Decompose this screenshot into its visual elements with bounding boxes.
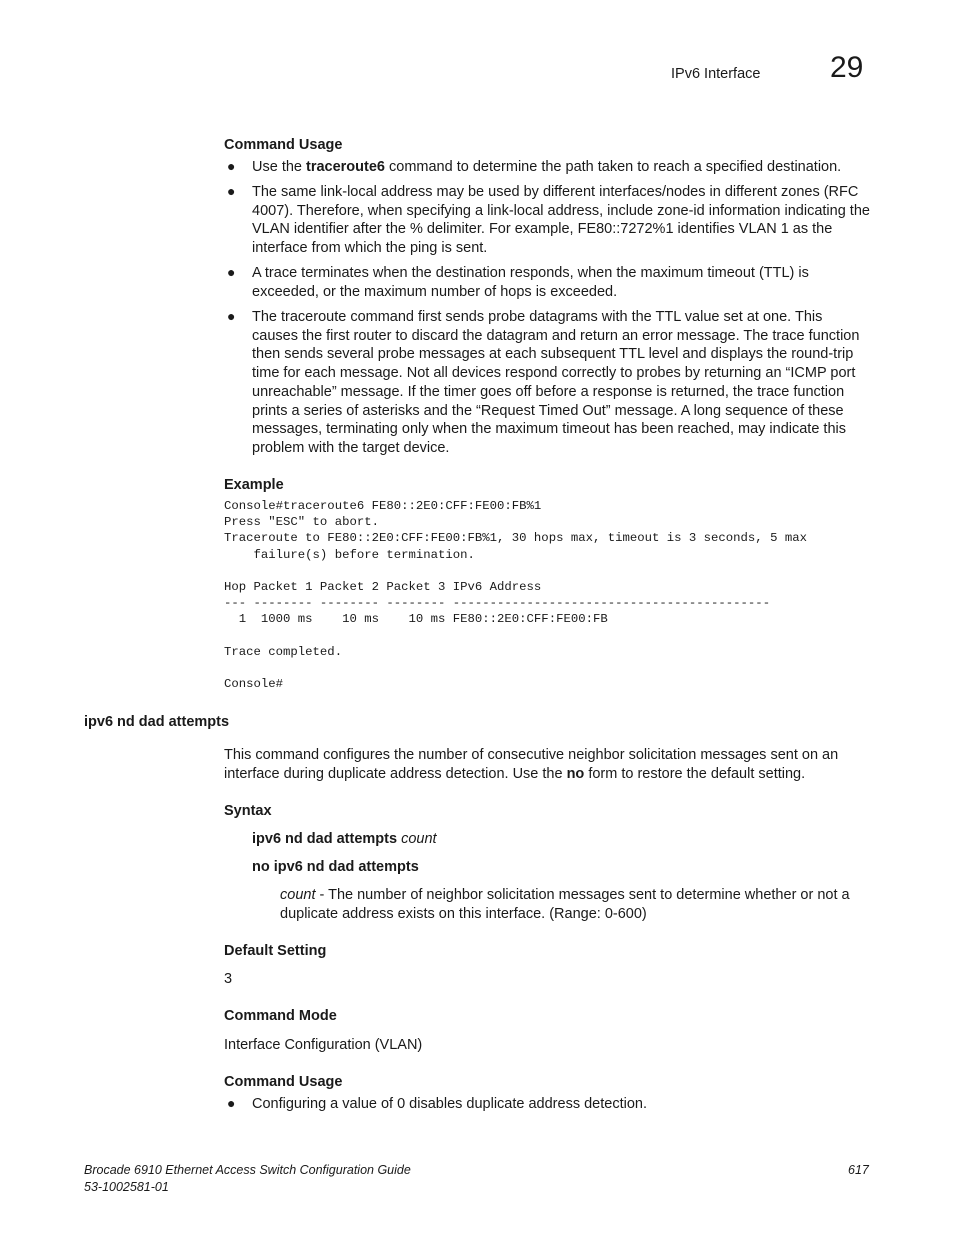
list-item: ● Use the traceroute6 command to determine the path taken to reach a specified destination. <box>227 158 842 175</box>
command-usage-heading: Command Usage <box>224 137 343 153</box>
list-item: ● Configuring a value of 0 disables duplicate address detection. <box>227 1095 647 1112</box>
section-heading: ipv6 nd dad attempts <box>84 714 230 730</box>
running-header-title: IPv6 Interface <box>671 66 761 82</box>
bullet-icon: ● <box>227 158 236 174</box>
syntax-line-no: no ipv6 nd dad attempts <box>252 859 419 875</box>
command-usage-heading-2: Command Usage <box>224 1074 343 1090</box>
default-setting-value: 3 <box>224 971 233 987</box>
chapter-number: 29 <box>830 51 864 84</box>
command-mode-value: Interface Configuration (VLAN) <box>224 1037 423 1053</box>
bullet-icon: ● <box>227 308 236 324</box>
list-item: ● A trace terminates when the destination responds, when the maximum timeout (TTL) is exceeded, or the maximum number of hops is exceeded. <box>227 264 809 300</box>
bullet-icon: ● <box>227 183 236 199</box>
command-description: This command configures the number of consecutive neighbor solicitation messages sent on an interface during duplicate address detection. Use the no form to restore the default setting. <box>224 747 839 782</box>
command-name: traceroute6 <box>306 159 385 175</box>
example-code-block: Console#traceroute6 FE80::2E0:CFF:FE00:FB%1 Press "ESC" to abort. Traceroute to FE80::2E0:CFF:FE00:FB%1, 30 hops max, timeout is 3 seconds, 5 max failure(s) before termination. Hop Packet 1 Packet 2 Packet 3 IPv6 Address --- -------- -------- -------- ------------------------------------------- 1 1000 ms 10 ms 10 ms FE80::2E0:CFF:FE00:FB Trace completed. Console# <box>224 499 807 692</box>
list-item: ● The traceroute command first sends probe datagrams with the TTL value set at one. This causes the first router to discard the datagram and return an error message. The trace function then sends several probe messages at each subsequent TTL level and displays the round-trip time for each message. Not all devices respond correctly to probes by returning an “ICMP port unreachable” message. If the timer goes off before a response is returned, the trace function prints a series of asterisks and the “Request Timed Out” message. A long sequence of these messages, terminating only when the maximum timeout has been reached, may indicate this problem with the target device. <box>227 308 860 456</box>
bullet-icon: ● <box>227 264 236 280</box>
footer-doc-number: 53-1002581-01 <box>84 1180 169 1194</box>
syntax-line: ipv6 nd dad attempts count <box>252 831 437 847</box>
list-item: ● The same link-local address may be used by different interfaces/nodes in different zones (RFC 4007). Therefore, when specifying a link-local address, include zone-id information indicating the VLAN identifier after the % delimiter. For example, FE80::7272%1 identifies VLAN 1 as the interface from which the ping is sent. <box>227 183 870 257</box>
command-mode-heading: Command Mode <box>224 1008 337 1024</box>
parameter-description: count - The number of neighbor solicitation messages sent to determine whether or not a duplicate address exists on this interface. (Range: 0-600) <box>280 887 850 922</box>
example-heading: Example <box>224 477 284 493</box>
syntax-heading: Syntax <box>224 803 272 819</box>
footer-page-number: 617 <box>848 1163 869 1177</box>
footer-guide-title: Brocade 6910 Ethernet Access Switch Configuration Guide <box>84 1163 411 1177</box>
default-setting-heading: Default Setting <box>224 943 327 959</box>
bullet-icon: ● <box>227 1095 236 1111</box>
